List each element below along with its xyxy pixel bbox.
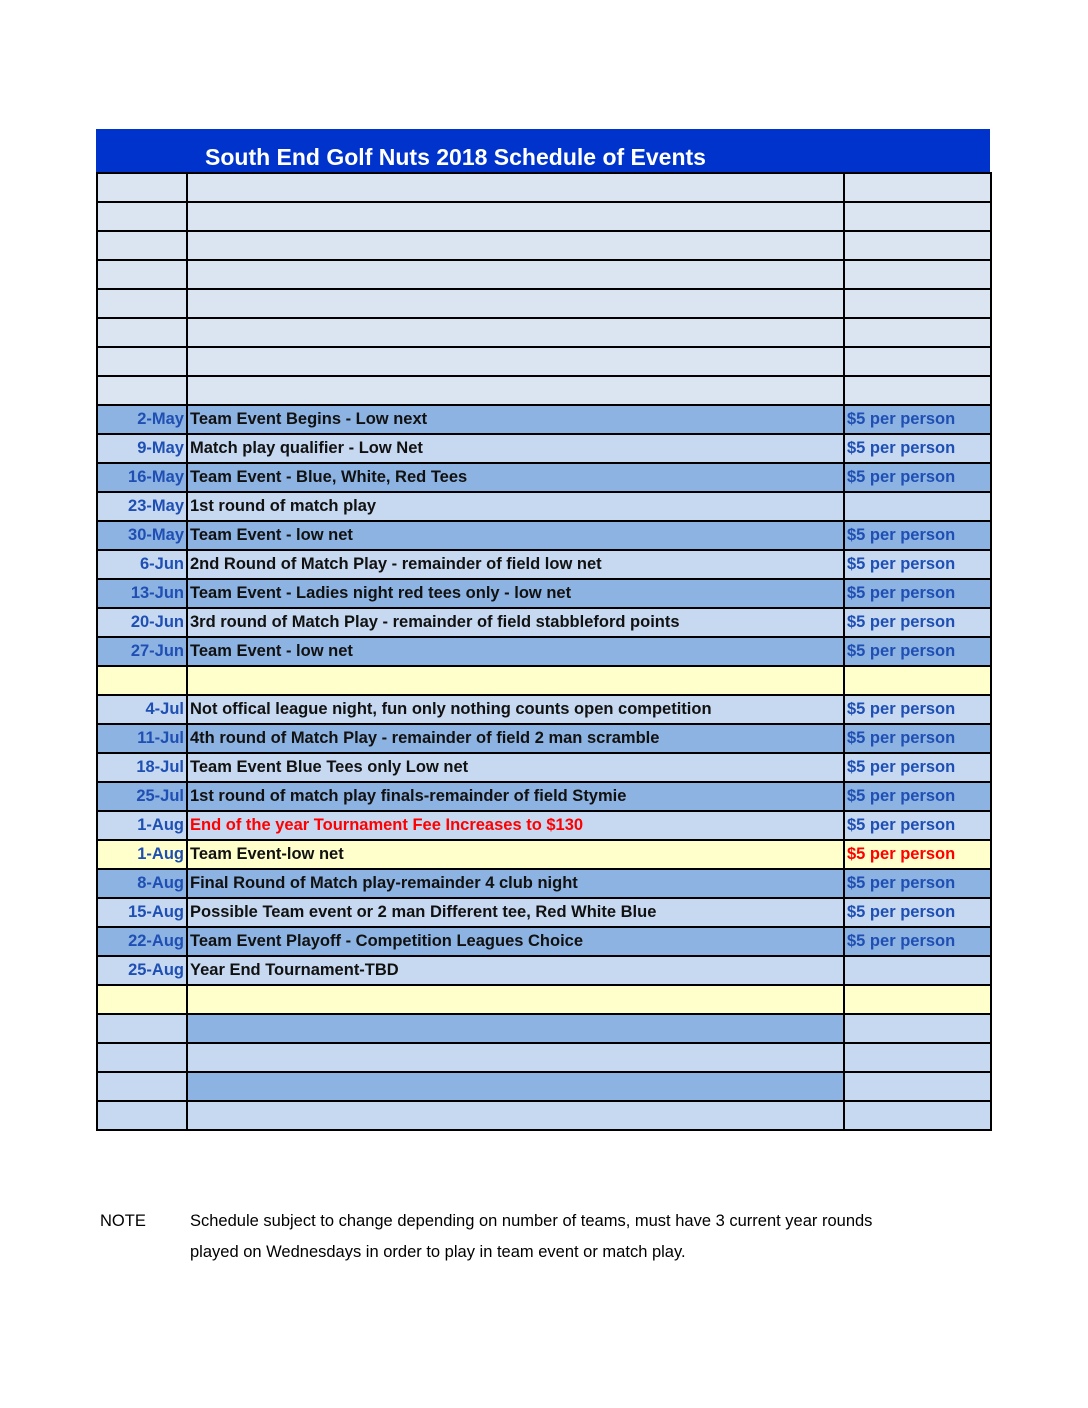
- schedule-row: [97, 550, 991, 579]
- schedule-row: [97, 985, 991, 1014]
- fee-cell: [844, 956, 991, 985]
- date-cell: [97, 231, 187, 260]
- fee-cell: [844, 231, 991, 260]
- fee-cell: [844, 1072, 991, 1101]
- schedule-row: [97, 1014, 991, 1043]
- event-cell: Team Event Begins - Low next: [187, 405, 844, 434]
- schedule-row: [97, 753, 991, 782]
- date-cell: 1-Aug: [97, 811, 187, 840]
- date-cell: 30-May: [97, 521, 187, 550]
- schedule-row: [97, 434, 991, 463]
- event-cell: [187, 289, 844, 318]
- event-cell: 1st round of match play: [187, 492, 844, 521]
- date-cell: 2-May: [97, 405, 187, 434]
- fee-cell: $5 per person: [844, 840, 991, 869]
- schedule-title: South End Golf Nuts 2018 Schedule of Events: [96, 129, 990, 172]
- schedule-row: [97, 1043, 991, 1072]
- fee-cell: [844, 376, 991, 405]
- date-cell: [97, 1072, 187, 1101]
- schedule-row: [97, 347, 991, 376]
- schedule-row: [97, 840, 991, 869]
- event-cell: Not offical league night, fun only nothing counts open competition: [187, 695, 844, 724]
- fee-cell: [844, 492, 991, 521]
- date-cell: 27-Jun: [97, 637, 187, 666]
- schedule-row: [97, 608, 991, 637]
- note-line-1: Schedule subject to change depending on number of teams, must have 3 current year rounds: [190, 1212, 873, 1230]
- fee-cell: $5 per person: [844, 463, 991, 492]
- fee-cell: $5 per person: [844, 521, 991, 550]
- event-cell: 4th round of Match Play - remainder of field 2 man scramble: [187, 724, 844, 753]
- schedule-row: [97, 376, 991, 405]
- date-cell: [97, 1014, 187, 1043]
- event-cell: [187, 376, 844, 405]
- schedule-row: [97, 260, 991, 289]
- event-cell: [187, 260, 844, 289]
- schedule-body: [97, 173, 991, 1130]
- event-cell: 3rd round of Match Play - remainder of field stabbleford points: [187, 608, 844, 637]
- event-cell: Team Event Blue Tees only Low net: [187, 753, 844, 782]
- schedule-row: [97, 666, 991, 695]
- fee-cell: $5 per person: [844, 898, 991, 927]
- event-cell: Year End Tournament-TBD: [187, 956, 844, 985]
- fee-cell: $5 per person: [844, 405, 991, 434]
- fee-cell: $5 per person: [844, 724, 991, 753]
- fee-cell: $5 per person: [844, 782, 991, 811]
- date-cell: [97, 202, 187, 231]
- schedule-table: [96, 172, 992, 1131]
- fee-cell: [844, 318, 991, 347]
- fee-cell: $5 per person: [844, 811, 991, 840]
- date-cell: [97, 289, 187, 318]
- date-cell: 25-Jul: [97, 782, 187, 811]
- date-cell: [97, 318, 187, 347]
- event-cell: [187, 318, 844, 347]
- schedule-row: [97, 318, 991, 347]
- fee-cell: [844, 1043, 991, 1072]
- date-cell: 13-Jun: [97, 579, 187, 608]
- fee-cell: $5 per person: [844, 695, 991, 724]
- schedule-row: [97, 202, 991, 231]
- fee-cell: [844, 173, 991, 202]
- schedule-row: [97, 289, 991, 318]
- schedule-row: [97, 869, 991, 898]
- event-cell: Match play qualifier - Low Net: [187, 434, 844, 463]
- fee-cell: [844, 985, 991, 1014]
- schedule-row: [97, 492, 991, 521]
- fee-cell: $5 per person: [844, 927, 991, 956]
- event-cell: [187, 1014, 844, 1043]
- date-cell: 8-Aug: [97, 869, 187, 898]
- event-cell: [187, 1101, 844, 1130]
- date-cell: 25-Aug: [97, 956, 187, 985]
- schedule-row: [97, 1072, 991, 1101]
- event-cell: Team Event Playoff - Competition Leagues Choice: [187, 927, 844, 956]
- date-cell: [97, 985, 187, 1014]
- schedule-row: [97, 231, 991, 260]
- date-cell: 6-Jun: [97, 550, 187, 579]
- event-cell: Team Event - Ladies night red tees only - low net: [187, 579, 844, 608]
- note-text: [190, 1206, 990, 1268]
- event-cell: Team Event - low net: [187, 637, 844, 666]
- schedule-row: [97, 782, 991, 811]
- date-cell: [97, 376, 187, 405]
- schedule-row: [97, 1101, 991, 1130]
- event-cell: [187, 1043, 844, 1072]
- fee-cell: [844, 202, 991, 231]
- event-cell: [187, 347, 844, 376]
- schedule-row: [97, 724, 991, 753]
- fee-cell: $5 per person: [844, 550, 991, 579]
- event-cell: [187, 666, 844, 695]
- date-cell: 1-Aug: [97, 840, 187, 869]
- fee-cell: [844, 666, 991, 695]
- schedule-row: [97, 579, 991, 608]
- fee-cell: [844, 347, 991, 376]
- fee-cell: [844, 1101, 991, 1130]
- date-cell: [97, 1043, 187, 1072]
- event-cell: 2nd Round of Match Play - remainder of field low net: [187, 550, 844, 579]
- schedule-row: [97, 811, 991, 840]
- event-cell: End of the year Tournament Fee Increases to $130: [187, 811, 844, 840]
- date-cell: 18-Jul: [97, 753, 187, 782]
- fee-cell: [844, 1014, 991, 1043]
- date-cell: 15-Aug: [97, 898, 187, 927]
- fee-cell: $5 per person: [844, 637, 991, 666]
- schedule-sheet: [96, 129, 990, 1131]
- event-cell: [187, 1072, 844, 1101]
- event-cell: [187, 985, 844, 1014]
- date-cell: 9-May: [97, 434, 187, 463]
- event-cell: Team Event - Blue, White, Red Tees: [187, 463, 844, 492]
- schedule-row: [97, 695, 991, 724]
- note-line-2: played on Wednesdays in order to play in team event or match play.: [190, 1243, 686, 1261]
- event-cell: Final Round of Match play-remainder 4 club night: [187, 869, 844, 898]
- fee-cell: [844, 260, 991, 289]
- fee-cell: $5 per person: [844, 869, 991, 898]
- fee-cell: $5 per person: [844, 608, 991, 637]
- date-cell: 23-May: [97, 492, 187, 521]
- fee-cell: $5 per person: [844, 434, 991, 463]
- event-cell: [187, 202, 844, 231]
- schedule-row: [97, 637, 991, 666]
- event-cell: Possible Team event or 2 man Different tee, Red White Blue: [187, 898, 844, 927]
- event-cell: [187, 173, 844, 202]
- schedule-row: [97, 405, 991, 434]
- note-label: NOTE: [100, 1212, 146, 1230]
- date-cell: 16-May: [97, 463, 187, 492]
- date-cell: [97, 347, 187, 376]
- date-cell: 20-Jun: [97, 608, 187, 637]
- schedule-row: [97, 927, 991, 956]
- date-cell: [97, 1101, 187, 1130]
- schedule-row: [97, 173, 991, 202]
- date-cell: 11-Jul: [97, 724, 187, 753]
- schedule-row: [97, 521, 991, 550]
- event-cell: Team Event - low net: [187, 521, 844, 550]
- event-cell: 1st round of match play finals-remainder of field Stymie: [187, 782, 844, 811]
- fee-cell: [844, 289, 991, 318]
- fee-cell: $5 per person: [844, 753, 991, 782]
- event-cell: Team Event-low net: [187, 840, 844, 869]
- date-cell: [97, 666, 187, 695]
- date-cell: [97, 173, 187, 202]
- schedule-row: [97, 956, 991, 985]
- date-cell: 4-Jul: [97, 695, 187, 724]
- date-cell: 22-Aug: [97, 927, 187, 956]
- fee-cell: $5 per person: [844, 579, 991, 608]
- event-cell: [187, 231, 844, 260]
- schedule-row: [97, 463, 991, 492]
- schedule-row: [97, 898, 991, 927]
- date-cell: [97, 260, 187, 289]
